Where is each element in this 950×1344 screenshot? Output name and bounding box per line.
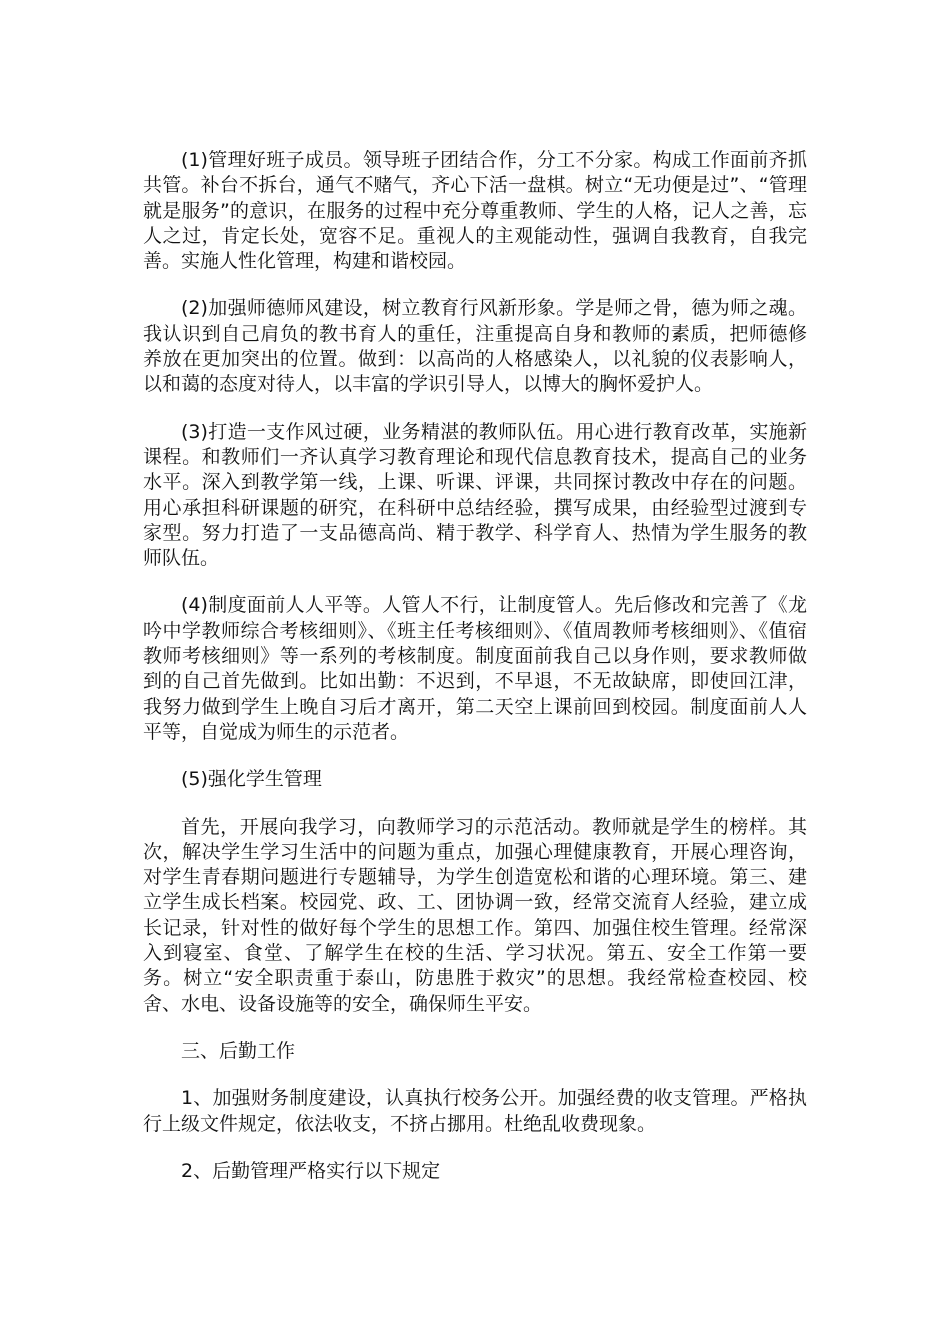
paragraph-system-equality: (4)制度面前人人平等。人管人不行，让制度管人。先后修改和完善了《龙吟中学教师综合考核细则》、《班主任考核细则》、《值周教师考核细则》、《值宿教师考核细则》等一系列的考核制度。制度面前我自己以身作则，要求教师做到的自己首先做到。比如出勤：不迟到，不早退，不无故缺席，即使回江津，我努力做到学生上晚自习后才离开，第二天空上课前回到校园。制度面前人人平等，自觉成为师生的示范者。 [143, 594, 807, 743]
heading-logistics-rules: 2、后勤管理严格实行以下规定 [181, 1159, 441, 1182]
heading-student-management: (5)强化学生管理 [181, 768, 322, 791]
heading-logistics: 三、后勤工作 [181, 1039, 296, 1062]
paragraph-teacher-ethics: (2)加强师德师风建设，树立教育行风新形象。学是师之骨，德为师之魂。我认识到自己肩负的教书育人的重任，注重提高自身和教师的素质，把师德修养放在更加突出的位置。做到：以高尚的人格感染人，以礼貌的仪表影响人，以和蔼的态度对待人，以丰富的学识引导人，以博大的胸怀爱护人。 [143, 297, 807, 396]
paragraph-team-management: (1)管理好班子成员。领导班子团结合作，分工不分家。构成工作面前齐抓共管。补台不拆台，通气不赌气，齐心下活一盘棋。树立“无功便是过”、“管理就是服务”的意识，在服务的过程中充分尊重教师、学生的人格，记人之善，忘人之过，肯定长处，宽容不足。重视人的主观能动性，强调自我教育，自我完善。实施人性化管理，构建和谐校园。 [143, 149, 807, 273]
document-body [143, 148, 807, 1206]
paragraph-student-management: 首先，开展向我学习，向教师学习的示范活动。教师就是学生的榜样。其次，解决学生学习生活中的问题为重点，加强心理健康教育，开展心理咨询，对学生青春期问题进行专题辅导，为学生创造宽松和谐的心理环境。第三、建立学生成长档案。校园党、政、工、团协调一致，经常交流育人经验，建立成长记录，针对性的做好每个学生的思想工作。第四、加强住校生管理。经常深入到寝室、食堂、了解学生在校的生活、学习状况。第五、安全工作第一要务。树立“安全职责重于泰山，防患胜于救灾”的思想。我经常检查校园、校舍、水电、设备设施等的安全，确保师生平安。 [143, 815, 807, 1015]
paragraph-teacher-team: (3)打造一支作风过硬，业务精湛的教师队伍。用心进行教育改革，实施新课程。和教师们一齐认真学习教育理论和现代信息教育技术，提高自己的业务水平。深入到教学第一线，上课、听课、评课，共同探讨教改中存在的问题。用心承担科研课题的研究，在科研中总结经验，撰写成果，由经验型过渡到专家型。努力打造了一支品德高尚、精于教学、科学育人、热情为学生服务的教师队伍。 [143, 420, 807, 570]
paragraph-finance: 1、加强财务制度建设，认真执行校务公开。加强经费的收支管理。严格执行上级文件规定，依法收支，不挤占挪用。杜绝乱收费现象。 [143, 1087, 807, 1135]
